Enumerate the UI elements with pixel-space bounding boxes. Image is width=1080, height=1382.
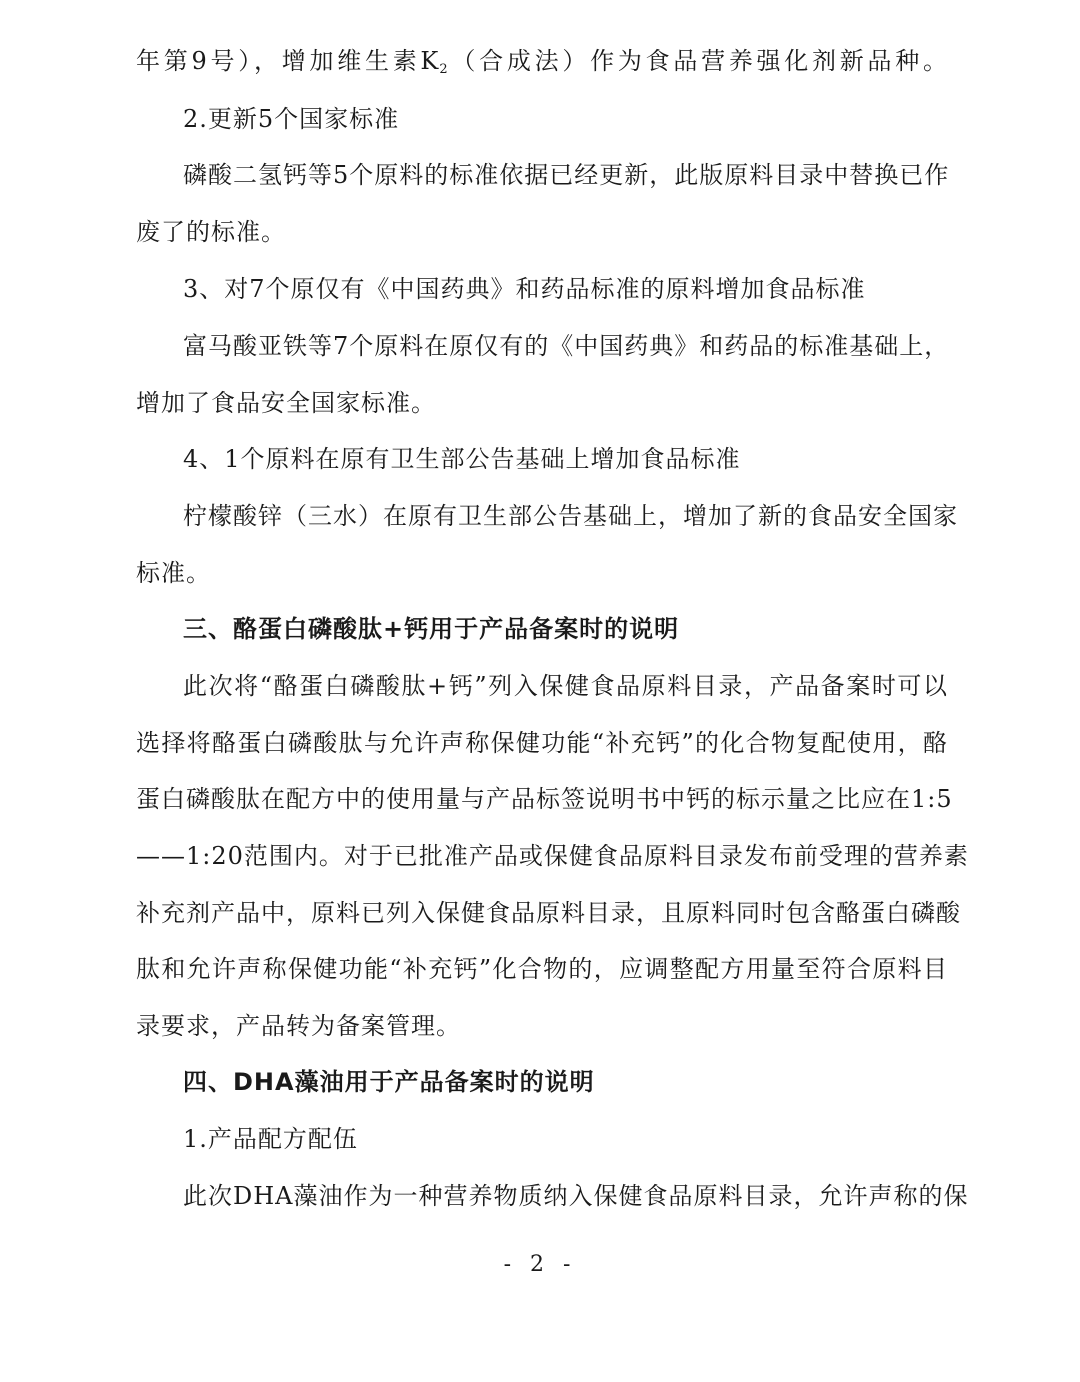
paragraph-line: 废了的标准。 <box>136 218 286 246</box>
paragraph-line <box>136 44 948 87</box>
paragraph-line: 柠檬酸锌（三水）在原有卫生部公告基础上，增加了新的食品安全国家 <box>183 502 958 530</box>
section-heading: 三、酪蛋白磷酸肽+钙用于产品备案时的说明 <box>183 615 680 643</box>
paragraph-line: 此次将“酪蛋白磷酸肽+钙”列入保健食品原料目录，产品备案时可以 <box>183 672 948 700</box>
paragraph-line: 肽和允许声称保健功能“补充钙”化合物的，应调整配方用量至符合原料目 <box>136 955 948 983</box>
section-heading: 四、DHA藻油用于产品备案时的说明 <box>183 1068 595 1096</box>
section-subheading: 3、对7个原仅有《中国药典》和药品标准的原料增加食品标准 <box>183 275 866 303</box>
paragraph-line: 磷酸二氢钙等5个原料的标准依据已经更新，此版原料目录中替换已作 <box>183 161 950 189</box>
paragraph-line: 增加了食品安全国家标准。 <box>136 389 436 417</box>
paragraph-line: 此次DHA藻油作为一种营养物质纳入保健食品原料目录，允许声称的保 <box>183 1182 969 1210</box>
paragraph-line: ——1:20范围内。对于已批准产品或保健食品原料目录发布前受理的营养素 <box>136 842 969 870</box>
paragraph-line: 标准。 <box>136 559 211 587</box>
paragraph-line: 录要求，产品转为备案管理。 <box>136 1012 461 1040</box>
section-subheading: 2.更新5个国家标准 <box>183 105 400 133</box>
section-subheading: 1.产品配方配伍 <box>183 1125 358 1153</box>
paragraph-line: 富马酸亚铁等7个原料在原仅有的《中国药典》和药品的标准基础上， <box>183 332 950 360</box>
paragraph-line: 补充剂产品中，原料已列入保健食品原料目录，且原料同时包含酪蛋白磷酸 <box>136 899 961 927</box>
page-number: - 2 - <box>503 1252 577 1277</box>
text-segment: （合成法）作为食品营养强化剂新品种。 <box>448 47 949 75</box>
text-segment: 年第9号），增加维生素K <box>136 47 440 75</box>
paragraph-line: 选择将酪蛋白磷酸肽与允许声称保健功能“补充钙”的化合物复配使用，酪 <box>136 729 948 757</box>
subscript: 2 <box>439 62 449 77</box>
paragraph-line: 蛋白磷酸肽在配方中的使用量与产品标签说明书中钙的标示量之比应在1:5 <box>136 785 953 813</box>
section-subheading: 4、1个原料在原有卫生部公告基础上增加食品标准 <box>183 445 741 473</box>
